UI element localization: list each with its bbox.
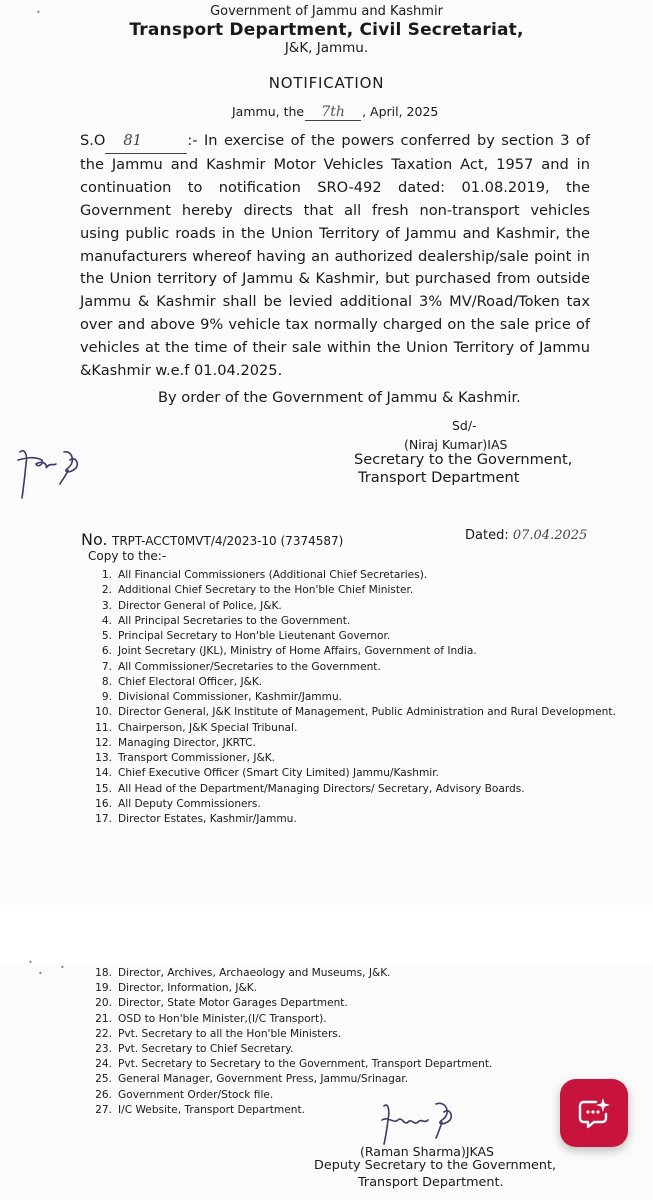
copy-list-item-number: 1. (101, 569, 112, 581)
copy-list-item-number: 11. (95, 721, 112, 734)
copy-list-item-number: 16. (95, 797, 112, 810)
copy-list-item-text: Pvt. Secretary to Chief Secretary. (118, 1043, 294, 1055)
copy-list-item-text: Director Estates, Kashmir/Jammu. (118, 813, 297, 825)
copy-list-item-number: 24. (95, 1058, 112, 1071)
copy-list-item-number: 20. (95, 997, 112, 1010)
signature-raman-sharma (378, 1098, 468, 1148)
copy-list-item-text: All Head of the Department/Managing Directors/ Secretary, Advisory Boards. (118, 782, 525, 795)
copy-list-item-number: 10. (95, 706, 112, 719)
copy-list-item-text: Divisional Commissioner, Kashmir/Jammu. (118, 691, 343, 703)
copy-list-item-text: All Financial Commissioners (Additional Chief Secretaries). (118, 569, 428, 581)
copy-list-item-text: All Principal Secretaries to the Government. (118, 614, 351, 627)
copy-list-item-number: 23. (95, 1043, 112, 1055)
copy-list-item-text: Additional Chief Secretary to the Hon'ble Chief Minister. (118, 584, 414, 597)
copy-list-item-number: 18. (95, 967, 112, 979)
copy-list-item-text: Director General, J&K Institute of Management, Public Administration and Rural Development. (118, 706, 616, 719)
copy-list-item-text: All Deputy Commissioners. (118, 797, 261, 810)
copy-list-item-number: 19. (95, 982, 112, 995)
copy-list-item-text: Director, State Motor Garages Department. (118, 997, 348, 1010)
reference-no-value: TRPT-ACCT0MVT/4/2023-10 (7374587) (112, 534, 344, 548)
copy-list-item-number: 3. (101, 599, 112, 612)
copy-list-item (94, 1013, 327, 1025)
copy-list-item (94, 982, 257, 994)
copy-list-item (94, 615, 350, 627)
signatory-department: Transport Department (358, 469, 520, 486)
copy-list-item (94, 676, 262, 688)
reference-dated-label: Dated: (465, 528, 509, 543)
copy-list-item-number: 9. (101, 691, 112, 703)
copy-list-item (94, 1028, 341, 1040)
copy-list-item (94, 1073, 408, 1085)
copy-list-item-text: I/C Website, Transport Department. (118, 1103, 305, 1116)
copy-list-item (94, 737, 256, 749)
header-location: J&K, Jammu. (284, 40, 369, 56)
copy-list-item (94, 600, 282, 612)
copy-list-item-text: General Manager, Government Press, Jammu/Srinagar. (118, 1073, 409, 1086)
scan-speck: • (60, 963, 65, 972)
scan-speck: • (28, 958, 33, 967)
copy-list-item-number: 13. (95, 752, 112, 764)
header-government: Government of Jammu and Kashmir (210, 4, 443, 19)
date-prefix: Jammu, the (232, 104, 305, 119)
copy-list-item-text: Director, Archives, Archaeology and Museums, J&K. (118, 967, 391, 979)
copy-list-item-text: Joint Secretary (JKL), Ministry of Home Affairs, Government of India. (118, 645, 477, 658)
reference-dated-value: 07.04.2025 (512, 528, 588, 543)
copy-list-item-text: Transport Commissioner, J&K. (118, 752, 276, 764)
copy-list-item-text: Managing Director, JKRTC. (118, 736, 256, 749)
copy-list-item (94, 630, 390, 642)
copy-list-item-text: Chairperson, J&K Special Tribunal. (118, 721, 298, 734)
scan-speck: • (36, 8, 41, 17)
copy-list-item-number: 4. (101, 614, 112, 627)
copy-list-item-number: 27. (95, 1103, 112, 1116)
copy-list-item-text: Director General of Police, J&K. (118, 599, 282, 612)
copy-list-item-number: 26. (95, 1088, 112, 1101)
ai-chat-sparkle-icon (576, 1096, 612, 1130)
sd-mark: Sd/- (452, 418, 477, 433)
copy-list-item (94, 1043, 293, 1055)
copy-list-item (94, 645, 477, 657)
copy-list-item (94, 752, 275, 764)
copy-list-item (94, 767, 439, 779)
date-suffix: , April, 2025 (362, 104, 439, 119)
copy-list-item-number: 25. (95, 1073, 112, 1086)
signatory-name: (Niraj Kumar)IAS (404, 437, 508, 452)
copy-list-item-number: 21. (95, 1012, 112, 1025)
copy-list-item (94, 691, 342, 703)
copy-list-item-text: Government Order/Stock file. (118, 1088, 274, 1101)
signatory-title: Secretary to the Government, (354, 451, 573, 468)
copy-list-item (94, 1058, 492, 1070)
copy-list-item (94, 569, 427, 581)
reference-date (465, 528, 587, 543)
reference-no-label: No. (81, 530, 108, 549)
so-prefix: S.O (80, 132, 106, 149)
scan-speck: • (38, 969, 43, 978)
copy-list-item (94, 584, 413, 596)
copy-to-heading: Copy to the:- (88, 549, 167, 563)
header-department: Transport Department, Civil Secretariat, (129, 20, 524, 40)
copy-list-item-number: 22. (95, 1027, 112, 1040)
copy-list-item (94, 783, 525, 795)
so-number-handwritten: 81 (105, 130, 187, 154)
copy-list-item (94, 706, 616, 718)
copy-list-item-number: 7. (101, 660, 112, 673)
copy-list-item-text: All Commissioner/Secretaries to the Government. (118, 660, 381, 673)
copy-list-item (94, 1089, 273, 1101)
page-gap (0, 905, 653, 963)
notification-title: NOTIFICATION (268, 74, 385, 92)
copy-list-item-number: 14. (95, 767, 112, 780)
date-day-handwritten: 7th (305, 104, 361, 121)
copy-list-item-number: 8. (101, 675, 112, 688)
body-text: :- In exercise of the powers conferred by section 3 of the Jammu and Kashmir Motor Vehicles Taxation Act, 1957 and in continuation to notification SRO-492 dated: 01.08.2019, the Government hereby directs that all fresh non-transport vehicles using public roads in the Union Territory of Jammu and Kashmir, the manufacturers whereof having an authorized dealership/sale point in the Union territory of Jammu & Kashmir, but purchased from outside Jammu & Kashmir shall be levied additional 3% MV/Road/Token tax over and above 9% vehicle tax normally charged on the sale price of vehicles at the time of their sale within the Union Territory of Jammu &Kashmir w.e.f 01.04.2025. (80, 132, 590, 380)
copy-list-item (94, 967, 391, 979)
copy-list-item-text: Pvt. Secretary to Secretary to the Government, Transport Department. (118, 1058, 493, 1071)
notification-date (232, 104, 438, 121)
signature-niraj-kumar (14, 440, 94, 502)
copy-list-item-text: Chief Executive Officer (Smart City Limited) Jammu/Kashmir. (118, 767, 439, 780)
ai-assistant-button[interactable] (560, 1079, 628, 1147)
copy-list-item-text: Pvt. Secretary to all the Hon'ble Ministers. (118, 1027, 342, 1040)
copy-list-item (94, 798, 261, 810)
signatory2-title: Deputy Secretary to the Government, (314, 1158, 557, 1173)
by-order-line: By order of the Government of Jammu & Kashmir. (158, 389, 521, 406)
reference-number (81, 530, 343, 549)
signatory2-name: (Raman Sharma)JKAS (360, 1144, 494, 1159)
copy-list-item (94, 1104, 305, 1116)
copy-list-item (94, 722, 297, 734)
copy-list-item-number: 2. (101, 584, 112, 597)
notification-body (80, 130, 590, 383)
copy-list-item-text: OSD to Hon'ble Minister,(I/C Transport). (118, 1012, 327, 1025)
copy-list-item-text: Chief Electoral Officer, J&K. (118, 675, 263, 688)
copy-list-item-number: 12. (95, 736, 112, 749)
copy-list-item-number: 15. (95, 782, 112, 795)
copy-list-item-number: 5. (101, 630, 112, 642)
copy-list-item (94, 997, 348, 1009)
copy-list-item (94, 813, 297, 825)
copy-list-item-text: Director, Information, J&K. (118, 982, 258, 995)
copy-list-item-number: 17. (95, 813, 112, 825)
copy-list-item-text: Principal Secretary to Hon'ble Lieutenant Governor. (118, 630, 391, 642)
copy-list-item (94, 661, 381, 673)
copy-list-item-number: 6. (101, 645, 112, 658)
signatory2-department: Transport Department. (358, 1175, 504, 1190)
